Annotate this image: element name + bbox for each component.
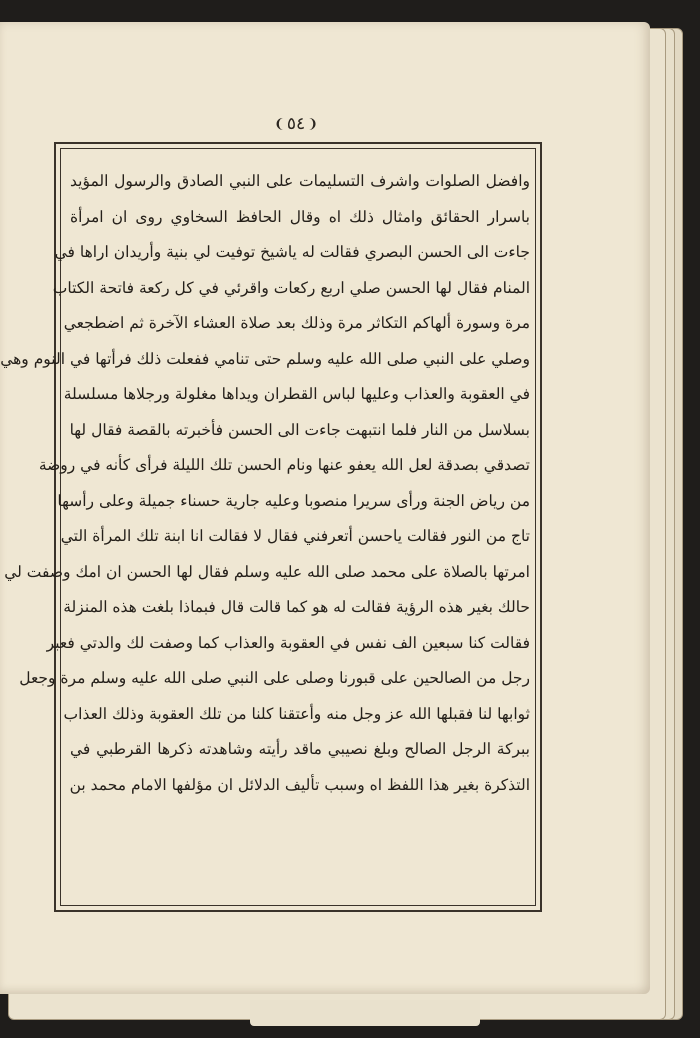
body-text	[0, 164, 530, 803]
text-line: بسلاسل من النار فلما انتبهت جاءت الى الحسن فأخبرته بالقصة فقال لها	[69, 420, 530, 439]
text-line: امرتها بالصلاة على محمد صلى الله عليه وسلم فقال لها الحسن ان امك وصفت لي	[4, 562, 530, 581]
text-line: وافضل الصلوات واشرف التسليمات على النبي الصادق والرسول المؤيد	[70, 172, 530, 190]
text-line: جاءت الى الحسن البصري فقالت له ياشيخ توفيت لي بنية وأريدان اراها في	[54, 243, 530, 261]
text-line: مرة وسورة ألهاكم التكاثر مرة وذلك بعد صلاة العشاء الآخرة ثم اضطجعي	[63, 314, 530, 332]
book-page	[0, 22, 650, 994]
ornament-left-icon: ❨	[273, 116, 285, 132]
page-number	[266, 110, 326, 138]
page-number-value: ٥٤	[286, 114, 306, 134]
text-line: ببركة الرجل الصالح وبلغ نصيبي ماقد رأيته وشاهدته ذكرها القرطبي في	[70, 740, 530, 758]
text-line: رجل من الصالحين على قبورنا وصلى على النبي صلى الله عليه وسلم مرة وجعل	[19, 669, 530, 687]
text-line: فقالت كنا سبعين الف نفس في العقوبة والعذاب كما وصفت لك والدتي فعبر	[46, 633, 530, 652]
text-line: وصلي على النبي صلى الله عليه وسلم حتى تنامي ففعلت ذلك فرأتها في النوم وهي	[0, 349, 530, 368]
ornament-right-icon: ❩	[307, 116, 319, 132]
text-line: في العقوبة والعذاب وعليها لباس القطران ويداها مغلولة ورجلاها مسلسلة	[63, 385, 530, 403]
text-line: من رياض الجنة ورأى سريرا منصوبا وعليه جارية حسناء جميلة وعلى رأسها	[57, 491, 530, 510]
page-bottom-tab	[250, 1000, 480, 1026]
text-line: المنام فقال لها الحسن صلي اربع ركعات واقرئي في كل ركعة فاتحة الكتاب	[52, 278, 530, 297]
text-line: التذكرة بغير هذا اللفظ اه وسبب تأليف الدلائل ان مؤلفها الامام محمد بن	[69, 775, 530, 794]
text-line: ثوابها لنا فقبلها الله عز وجل منه وأعتقنا كلنا من تلك العقوبة وذلك العذاب	[63, 704, 530, 723]
text-frame	[0, 142, 542, 912]
text-line: باسرار الحقائق وامثال ذلك اه وقال الحافظ السخاوي روى ان امرأة	[70, 207, 530, 226]
text-line: حالك بغير هذه الرؤية فقالت له هو كما قالت قال فبماذا بلغت هذه المنزلة	[63, 598, 530, 616]
text-line: تاج من النور فقالت ياحسن أتعرفني فقال لا فقالت انا ابنة تلك المرأة التي	[60, 527, 530, 545]
text-line: تصدقي بصدقة لعل الله يعفو عنها ونام الحسن تلك الليلة فرأى كأنه في روضة	[38, 456, 530, 474]
